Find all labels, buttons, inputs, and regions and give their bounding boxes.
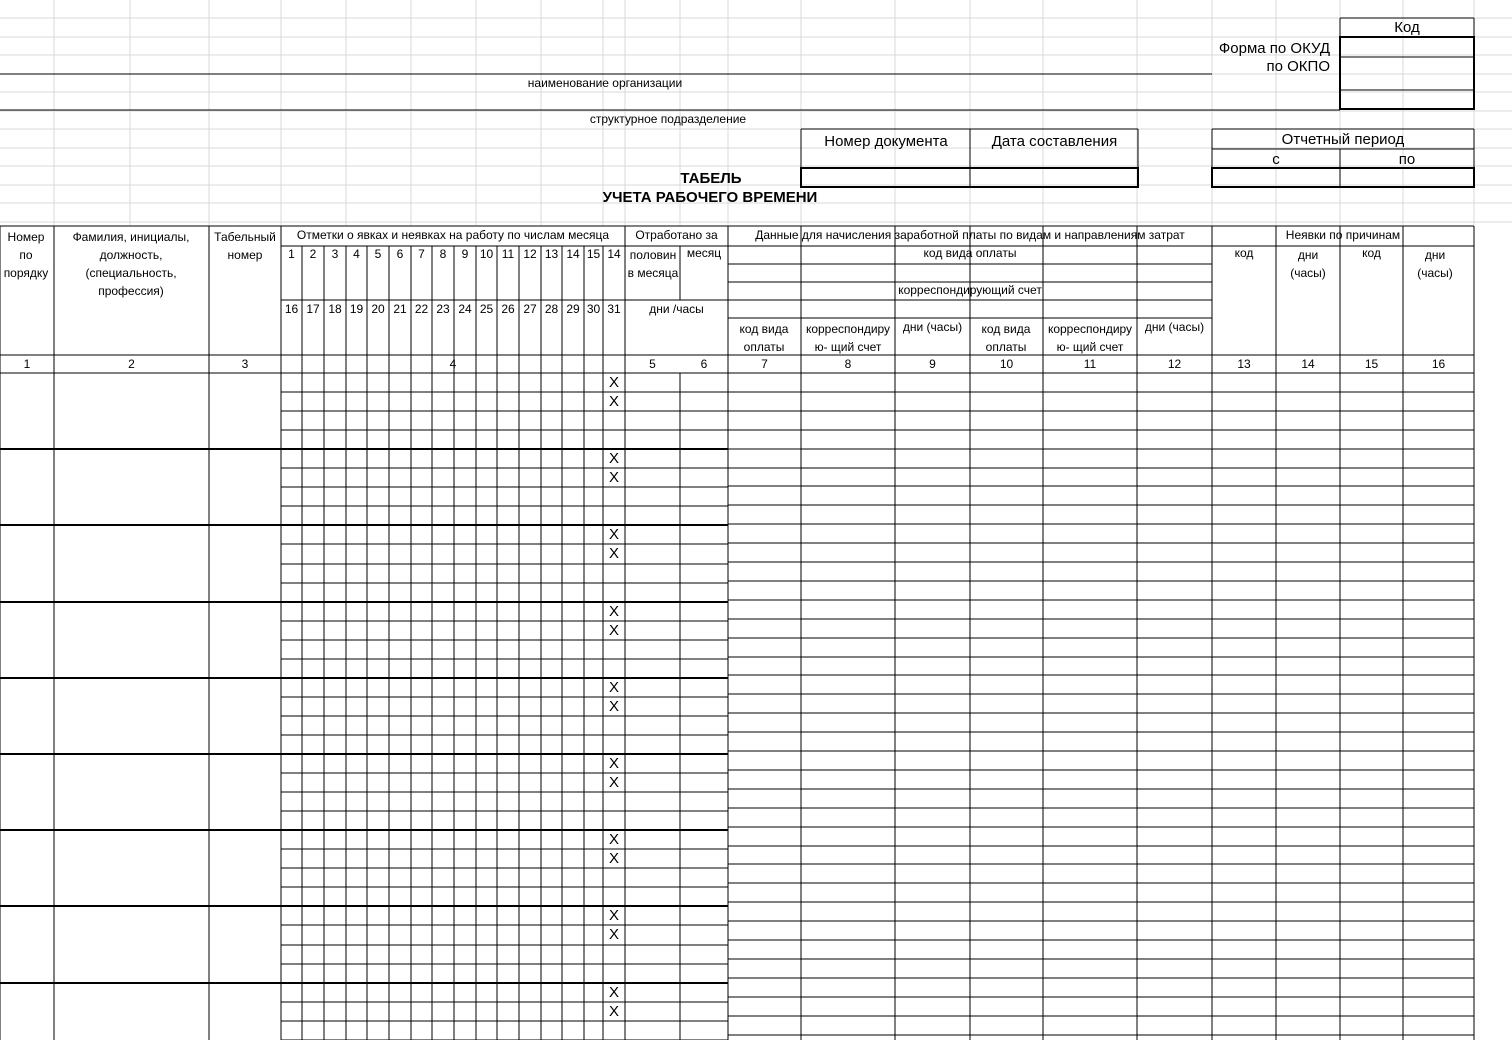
day-number: 15 (586, 247, 601, 261)
x-mark: X (608, 469, 619, 486)
okud-label: Форма по ОКУД (1218, 40, 1330, 57)
okpo-label: по ОКПО (1266, 58, 1330, 75)
day-number: 14 (566, 247, 580, 261)
day-number: 25 (479, 302, 494, 316)
col-name-header: Фамилия, инициалы, должность, (специальность, профессия) (72, 230, 190, 298)
column-number: 5 (649, 357, 656, 371)
day-number: 21 (393, 302, 407, 316)
x-mark: X (608, 926, 619, 943)
column-number: 7 (761, 357, 768, 371)
day-number: 29 (566, 302, 580, 316)
x-mark: X (608, 984, 619, 1001)
corr-account-header: корреспондирующий счет (898, 283, 1042, 297)
day-number: 31 (607, 302, 621, 316)
day-number: 23 (436, 302, 450, 316)
day-number: 5 (374, 247, 382, 261)
day-number: 3 (331, 247, 339, 261)
x-mark: X (608, 831, 619, 848)
code-box (1340, 37, 1474, 109)
column-number: 4 (449, 357, 457, 371)
column-number: 3 (241, 357, 249, 371)
abs-days-a: дни (часы) (1290, 248, 1326, 280)
sub-days-b: дни (часы) (1144, 320, 1205, 334)
sub-pay-code-b: код вида оплаты (981, 322, 1031, 354)
worked-header: Отработано за (635, 228, 718, 242)
day-number: 30 (586, 302, 601, 316)
col-tab-header: Табельный номер (214, 230, 276, 262)
day-number: 22 (414, 302, 429, 316)
x-mark: X (608, 603, 619, 620)
worked-units-header: дни /часы (649, 302, 704, 316)
abs-code-b: код (1362, 246, 1381, 260)
day-number: 26 (501, 302, 515, 316)
payroll-header: Данные для начисления заработной платы по видам и направлениям затрат (755, 228, 1185, 242)
x-mark: X (608, 774, 619, 791)
x-mark: X (608, 622, 619, 639)
day-number: 16 (284, 302, 299, 316)
day-number: 13 (544, 247, 559, 261)
column-number: 9 (929, 357, 936, 371)
form-subtitle: УЧЕТА РАБОЧЕГО ВРЕМЕНИ (602, 189, 818, 206)
col-number-header: Номер по порядку (3, 230, 49, 280)
x-mark: X (608, 374, 619, 391)
day-number: 6 (396, 247, 404, 261)
column-number: 16 (1431, 357, 1446, 371)
sub-days-a: дни (часы) (902, 320, 963, 334)
day-number: 20 (371, 302, 385, 316)
code-label: Код (1394, 19, 1420, 36)
day-number: 27 (523, 302, 537, 316)
x-mark: X (608, 545, 619, 562)
column-number: 14 (1301, 357, 1315, 371)
day-number: 14 (607, 247, 621, 261)
day-number: 17 (306, 302, 320, 316)
day-number: 18 (328, 302, 342, 316)
x-mark: X (608, 698, 619, 715)
worked-half-header: половин в месяца (627, 248, 679, 280)
day-number: 9 (461, 247, 469, 261)
column-number: 15 (1364, 357, 1379, 371)
sub-corr-a: корреспондиру ю- щий счет (805, 322, 891, 354)
dept-caption: структурное подразделение (589, 112, 747, 126)
sub-pay-code-a: код вида оплаты (739, 322, 789, 354)
day-number: 8 (439, 247, 447, 261)
doc-date-label: Дата составления (991, 133, 1118, 150)
x-mark: X (608, 393, 619, 410)
day-number: 2 (309, 247, 317, 261)
day-number: 4 (353, 247, 360, 261)
x-mark: X (608, 450, 619, 467)
day-number: 24 (458, 302, 472, 316)
day-number: 19 (349, 302, 364, 316)
day-number: 10 (479, 247, 494, 261)
column-number: 8 (844, 357, 852, 371)
abs-days-b: дни (часы) (1417, 248, 1453, 280)
x-mark: X (608, 850, 619, 867)
column-number: 2 (128, 357, 135, 371)
period-value-box (1212, 168, 1474, 187)
period-label: Отчетный период (1281, 131, 1405, 148)
column-number: 11 (1083, 357, 1097, 371)
worked-month-header: месяц (686, 246, 722, 260)
x-mark: X (608, 907, 619, 924)
day-number: 12 (523, 247, 537, 261)
column-number: 6 (700, 357, 708, 371)
absences-header: Неявки по причинам (1285, 228, 1401, 242)
day-number: 11 (501, 247, 515, 261)
x-mark: X (608, 526, 619, 543)
period-from-label: с (1272, 151, 1280, 168)
x-mark: X (608, 679, 619, 696)
column-number: 10 (999, 357, 1014, 371)
col-marks-header: Отметки о явках и неявках на работу по числам месяца (296, 228, 610, 242)
day-number: 7 (418, 247, 425, 261)
column-number: 13 (1237, 357, 1251, 371)
column-number: 1 (23, 357, 31, 371)
period-to-label: по (1398, 151, 1416, 168)
day-number: 28 (544, 302, 559, 316)
pay-code-type-header: код вида оплаты (923, 246, 1017, 260)
x-mark: X (608, 755, 619, 772)
day-number: 1 (288, 247, 295, 261)
x-mark: X (608, 1003, 619, 1020)
abs-code-a: код (1234, 246, 1254, 260)
doc-number-label: Номер документа (824, 133, 948, 150)
column-number: 12 (1167, 357, 1182, 371)
org-caption: наименование организации (527, 76, 683, 90)
sub-corr-b: корреспондиру ю- щий счет (1047, 322, 1133, 354)
form-title: ТАБЕЛЬ (680, 170, 742, 187)
